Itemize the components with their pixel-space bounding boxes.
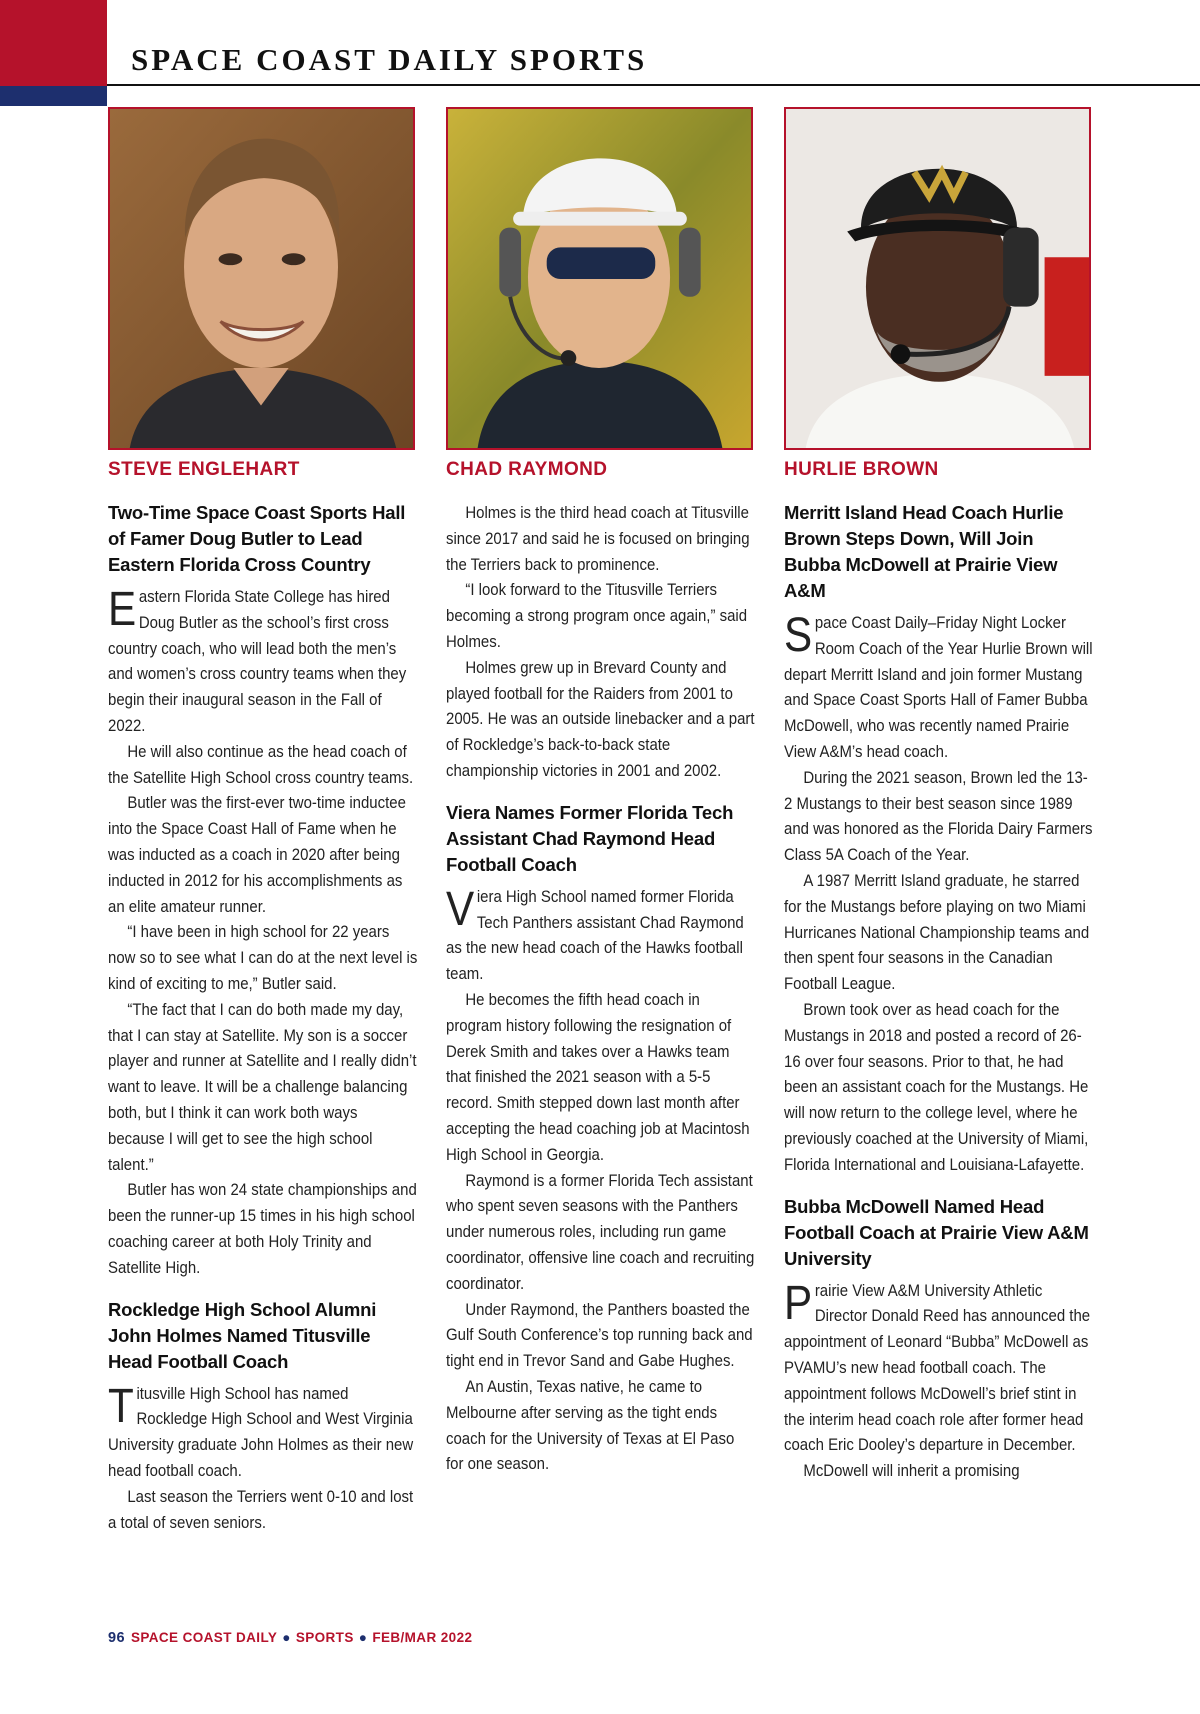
footer-publication: SPACE COAST DAILY [130, 1630, 278, 1645]
corner-accent-blue [0, 86, 107, 106]
article-butler-para-1: Eastern Florida State College has hired Doug Butler as the school’s first cross country coach, who will lead both the men’s and women’s cross country teams when they begin their inaugural season in the Fall of 2022. [108, 583, 407, 735]
article-holmes-para-3: Holmes is the third head coach at Titusville since 2017 and said he is focused on bringing the Terriers back to prominence. [446, 503, 750, 574]
photo-caption-hurlie-brown: HURLIE BROWN [784, 459, 939, 480]
photo-caption-chad-raymond: CHAD RAYMOND [446, 459, 608, 480]
article-raymond-para-2: He becomes the fifth head coach in program history following the resignation of Derek Smith and takes over a Hawks team that finished the 2021 season with a 5-5 record. Smith stepped down last month after accepting the head coaching job at Macintosh High School in Georgia. [446, 989, 750, 1164]
photo-caption-steve-englehart: STEVE ENGLEHART [108, 459, 300, 480]
column-3 [784, 456, 1094, 1484]
article-raymond-para-1: Viera High School named former Florida Tech Panthers assistant Chad Raymond as the new head coach of the Hawks football team. [446, 882, 744, 984]
article-butler-para-2: He will also continue as the head coach of the Satellite High School cross country teams. [108, 741, 414, 787]
masthead-rule [107, 84, 1200, 86]
article-holmes-para-2: Last season the Terriers went 0-10 and lost a total of seven seniors. [108, 1486, 414, 1532]
article-brown-para-1: Space Coast Daily–Friday Night Locker Room Coach of the Year Hurlie Brown will depart Merritt Island and join former Mustang and Space Coast Sports Hall of Famer Bubba McDowell, who was recently named Prairie View A&M’s head coach. [784, 609, 1093, 761]
page-footer [108, 1630, 472, 1646]
article-butler-para-3: Butler was the first-ever two-time inductee into the Space Coast Hall of Fame when he was inducted as a coach in 2020 after being inducted in 2012 for his accomplishments as an elite amateur runner. [108, 793, 406, 916]
column-2 [446, 456, 756, 1477]
article-holmes-para-1: Titusville High School has named Rockledge High School and West Virginia University graduate John Holmes as their new head football coach. [108, 1379, 414, 1480]
headline-butler: Two-Time Space Coast Sports Hall of Famer Doug Butler to Lead Eastern Florida Cross Country [108, 502, 406, 575]
footer-issue: FEB/MAR 2022 [372, 1630, 473, 1645]
article-butler-para-4: “I have been in high school for 22 years now so to see what I can do at the next level is kind of exciting to me,” Butler said. [108, 922, 418, 993]
headline-mcdowell: Bubba McDowell Named Head Football Coach at Prairie View A&M University [784, 1195, 1089, 1269]
article-raymond-para-3: Raymond is a former Florida Tech assistant who spent seven seasons with the Panthers under numerous roles, including run game coordinator, offensive line coach and recruiting coordinator. [446, 1170, 755, 1293]
column-1 [108, 456, 418, 1535]
article-butler-para-5: “The fact that I can do both made my day, that I can stay at Satellite. My son is a soccer player and runner at Satellite and I really didn’t want to leave. It will be a challenge balancing both, but I think it can work both ways because I will get to see the high school talent.” [108, 999, 417, 1174]
article-brown-para-2: During the 2021 season, Brown led the 13-2 Mustangs to their best season since 1989 and was honored as the Florida Dairy Farmers Class 5A Coach of the Year. [784, 767, 1093, 865]
article-brown-para-4: Brown took over as head coach for the Mustangs in 2018 and posted a record of 26-16 over four seasons. Prior to that, he had been an assistant coach for the Mustangs. He will now return to the college level, where he previously coached at the University of Miami, Florida International and Louisiana-Lafayette. [784, 999, 1089, 1174]
article-mcdowell-para-2: McDowell will inherit a promising [803, 1461, 1020, 1481]
bullet-separator: ● [282, 1630, 291, 1645]
drop-cap: E [108, 583, 137, 636]
headline-brown: Merritt Island Head Coach Hurlie Brown Steps Down, Will Join Bubba McDowell at Prairie View A&M [784, 502, 1064, 601]
bullet-separator: ● [358, 1630, 368, 1645]
footer-section: SPORTS [295, 1630, 354, 1645]
drop-cap: T [108, 1379, 134, 1433]
headline-raymond: Viera Names Former Florida Tech Assistant Chad Raymond Head Football Coach [446, 801, 734, 875]
photo-steve-englehart [108, 107, 415, 450]
drop-cap: S [784, 609, 813, 662]
article-raymond-para-5: An Austin, Texas native, he came to Melbourne after serving as the tight ends coach for the University of Texas at El Paso for one season. [446, 1376, 735, 1474]
drop-cap: P [784, 1276, 813, 1330]
article-butler-para-6: Butler has won 24 state championships and been the runner-up 15 times in his high school coaching career at both Holy Trinity and Satellite High. [108, 1180, 417, 1277]
page-number: 96 [108, 1630, 125, 1646]
article-brown-para-3: A 1987 Merritt Island graduate, he starred for the Mustangs before playing on two Miami Hurricanes National Championship teams and then spent four seasons in the Canadian Football League. [784, 870, 1090, 994]
drop-cap: V [446, 882, 475, 936]
article-holmes-para-4: “I look forward to the Titusville Terriers becoming a strong program once again,” said Holmes. [446, 580, 748, 651]
article-holmes-para-5: Holmes grew up in Brevard County and played football for the Raiders from 2001 to 2005. He was an outside linebacker and a part of Rockledge’s back-to-back state championship victories in 2001 and 2002. [446, 657, 755, 780]
photo-hurlie-brown [784, 107, 1091, 450]
article-raymond-para-4: Under Raymond, the Panthers boasted the Gulf South Conference’s top running back and tight end in Trevor Sand and Gabe Hughes. [446, 1299, 753, 1371]
photo-chad-raymond [446, 107, 753, 450]
corner-accent-red [0, 0, 107, 86]
masthead: SPACE COAST DAILY SPORTS [131, 42, 648, 77]
headline-holmes: Rockledge High School Alumni John Holmes Named Titusville Head Football Coach [108, 1298, 377, 1372]
article-mcdowell-para-1: Prairie View A&M University Athletic Director Donald Reed has announced the appointment of Leonard “Bubba” McDowell as PVAMU’s new head football coach. The appointment follows McDowell’s brief stint in the interim head coach role after former head coach Eric Dooley’s departure in December. [784, 1276, 1091, 1455]
